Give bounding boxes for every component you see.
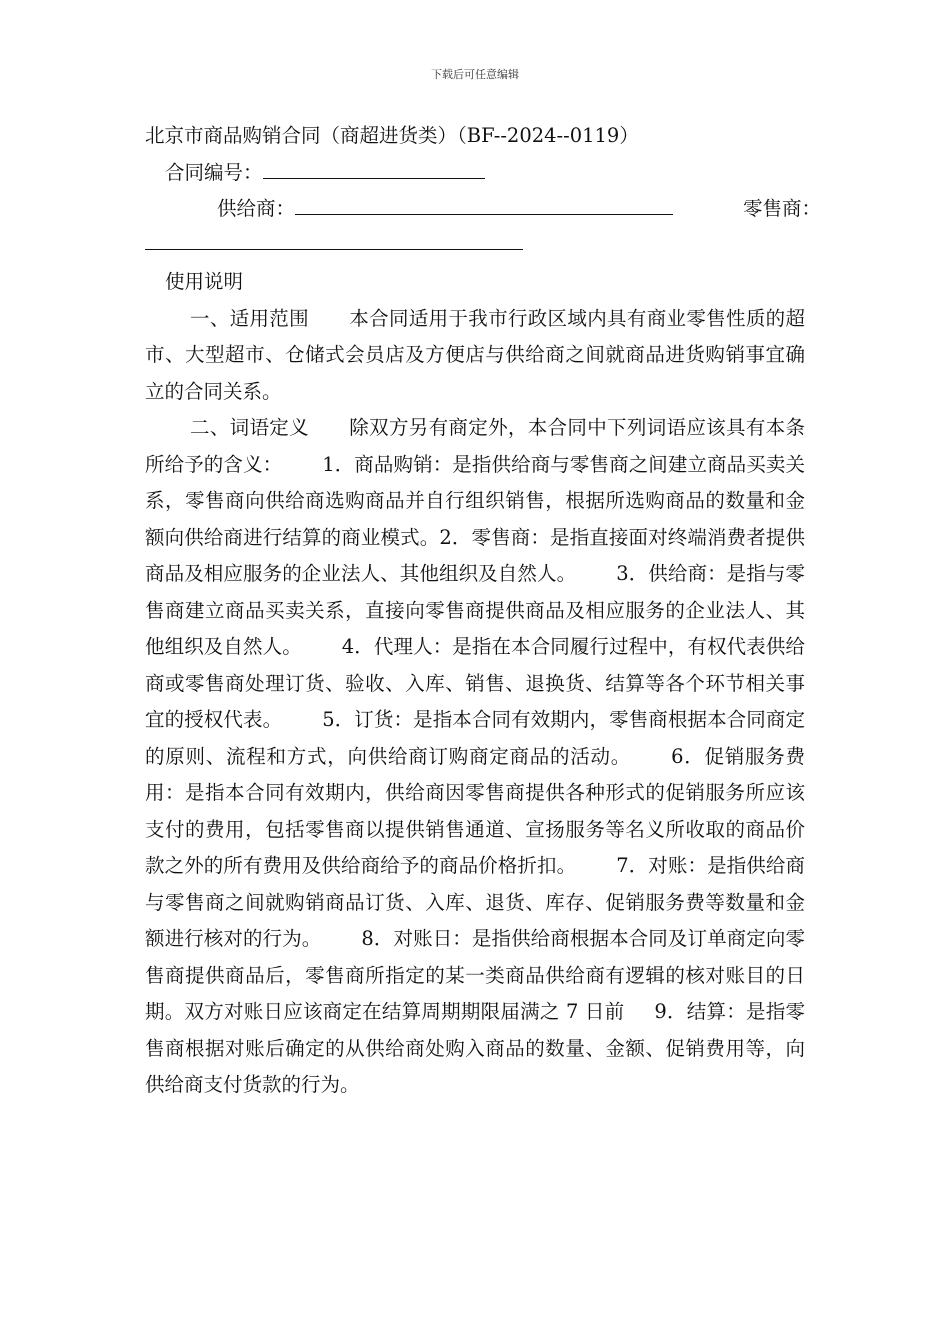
document-page (145, 118, 821, 1104)
scope-heading: 一、适用范围 (190, 306, 309, 330)
definition-item: 9．结算：是指零售商根据对账后确定的从供给商处购入商品的数量、金额、促销费用等，向供给商支付货款的行为。 (145, 1000, 805, 1096)
definition-item: 3．供给商：是指与零售商建立商品买卖关系，直接向零售商提供商品及相应服务的企业法人、其他组织及自然人。 (145, 562, 805, 658)
retailer-label: 零售商： (742, 197, 821, 220)
usage-heading: 使用说明 (165, 270, 244, 293)
definition-item: 6．促销服务费用：是指本合同有效期内，供给商因零售商提供各种形式的促销服务所应该支付的费用，包括零售商以提供销售通道、宣扬服务等名义所收取的商品价款之外的所有费用及供给商给予的商品价格折扣。 (145, 744, 805, 877)
supplier-label: 供给商： (217, 197, 296, 220)
contract-number-row (145, 155, 805, 192)
definitions-heading: 二、词语定义 (190, 416, 309, 439)
supplier-field (217, 191, 673, 228)
definition-item: 2．零售商：是指直接面对终端消费者提供商品及相应服务的企业法人、其他组织及自然人。 (145, 525, 805, 585)
definition-item: 5．订货：是指本合同有效期内，零售商根据本合同商定的原则、流程和方式，向供给商订购商定商品的活动。 (145, 708, 805, 768)
definition-item: 4．代理人：是指在本合同履行过程中，有权代表供给商或零售商处理订货、验收、入库、销售、退换货、结算等各个环节相关事宜的授权代表。 (145, 635, 805, 731)
parties-row (145, 191, 821, 264)
contract-number-blank[interactable] (263, 156, 485, 179)
definition-item: 8．对账日：是指供给商根据本合同及订单商定向零售商提供商品后，零售商所指定的某一类商品供给商有逻辑的核对账目的日期。双方对账日应该商定在结算周期期限届满之 7 日前 (145, 927, 805, 1023)
header-note: 下载后可任意编辑 (431, 68, 519, 81)
definition-item: 7．对账：是指供给商与零售商之间就购销商品订货、入库、退货、库存、促销服务费等数量和金额进行核对的行为。 (145, 854, 805, 950)
contract-number-label: 合同编号： (165, 160, 263, 184)
scope-section (145, 301, 805, 411)
supplier-blank[interactable] (295, 192, 673, 215)
retailer-blank[interactable] (145, 227, 523, 250)
definition-item: 1．商品购销：是指供给商与零售商之间建立商品买卖关系，零售商向供给商选购商品并自行组织销售，根据所选购商品的数量和金额向供给商进行结算的商业模式。 (145, 452, 805, 549)
definitions-intro: 除双方另有商定外，本合同中下列词语应该具有本条所给予的含义： (145, 416, 805, 476)
definitions-section (145, 410, 805, 1104)
contract-title: 北京市商品购销合同（商超进货类）（BF--2024--0119） (145, 124, 639, 147)
scope-text: 本合同适用于我市行政区域内具有商业零售性质的超市、大型超市、仓储式会员店及方便店与供给商之间就商品进货购销事宜确立的合同关系。 (145, 306, 805, 403)
